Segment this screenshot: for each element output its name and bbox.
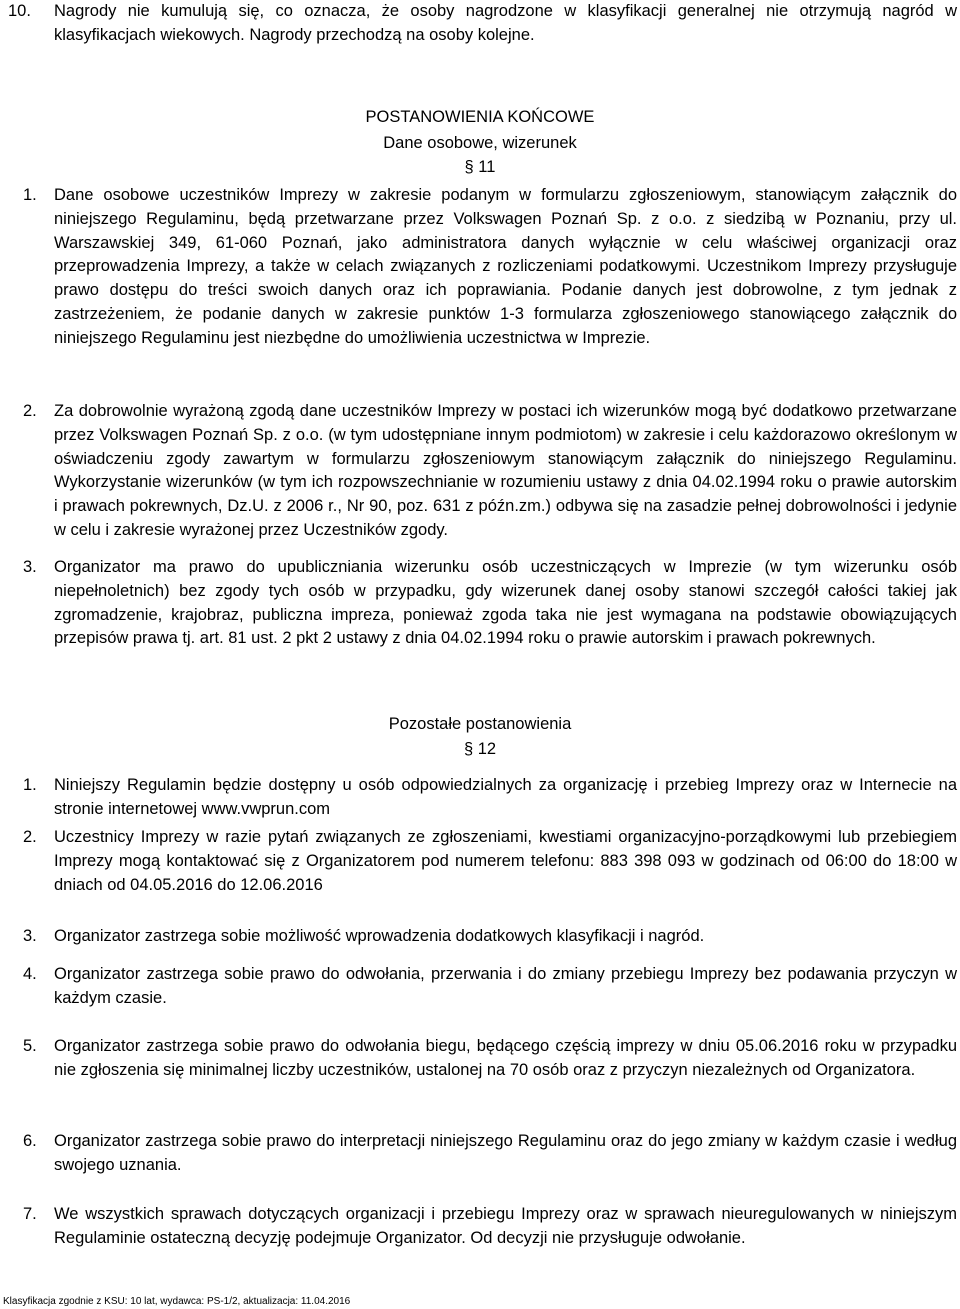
list-item: [8, 0, 957, 48]
page-footer: Klasyfikacja zgodnie z KSU: 10 lat, wydawca: PS-1/2, aktualizacja: 11.04.2016: [3, 1296, 351, 1307]
list-item: [23, 826, 957, 897]
item-number: 3.: [23, 558, 37, 576]
list-item: [23, 1203, 957, 1251]
paragraph-number: § 12: [463, 740, 497, 758]
item-text: Za dobrowolnie wyrażoną zgodą dane uczestników Imprezy w postaci ich wizerunków mogą być dodatkowo przetwarzane przez Volkswagen Poznań Sp. z o.o. (w tym udostępniane innym podmiotom) w zakresie i celu każdorazowo określonym w oświadczeniu zgody zawartym w formularzu zgłoszeniowym stanowiącym załącznik do niniejszego Regulaminu. Wykorzystanie wizerunków (w tym ich rozpowszechnianie w rozumieniu ustawy z dnia 04.02.1994 roku o prawie autorskim i prawach pokrewnych, Dz.U. z 2006 r., Nr 90, poz. 631 z późn.zm.) odbywa się na zasadzie pełnej dobrowolności i jedynie w celu i zakresie wyrażonej przez Uczestników zgody.: [54, 402, 957, 539]
item-text: Organizator zastrzega sobie prawo do odwołania biegu, będącego częścią imprezy w dniu 05.06.2016 roku w przypadku nie zgłoszenia się minimalnej liczby uczestników, ustalonej na 70 osób oraz z przyczyn niezależnych od Organizatora.: [54, 1037, 957, 1079]
section-title: POSTANOWIENIA KOŃCOWE: [365, 108, 595, 126]
item-text: Nagrody nie kumulują się, co oznacza, że osoby nagrodzone w klasyfikacji generalnej nie otrzymują nagród w klasyfikacjach wiekowych. Nagrody przechodzą na osoby kolejne.: [54, 2, 957, 44]
item-text: We wszystkich sprawach dotyczących organizacji i przebiegu Imprezy oraz w sprawach nieuregulowanych w niniejszym Regulaminie ostateczną decyzję podejmuje Organizator. Od decyzji nie przysługuje odwołanie.: [54, 1205, 957, 1247]
list-item: [23, 556, 957, 651]
section-title: Pozostałe postanowienia: [388, 715, 572, 733]
item-number: 1.: [23, 776, 37, 794]
item-number: 6.: [23, 1132, 37, 1150]
item-text: Uczestnicy Imprezy w razie pytań związanych ze zgłoszeniami, kwestiami organizacyjno-porządkowymi lub przebiegiem Imprezy mogą kontaktować się z Organizatorem pod numerem telefonu: 883 398 093 w godzinach od 06:00 do 18:00 w dniach od 04.05.2016 do 12.06.2016: [54, 828, 957, 894]
list-item: [23, 184, 957, 351]
section-subtitle: Dane osobowe, wizerunek: [383, 134, 577, 152]
list-item: [23, 1035, 957, 1083]
item-text: Organizator zastrzega sobie możliwość wprowadzenia dodatkowych klasyfikacji i nagród.: [54, 927, 705, 945]
item-number: 7.: [23, 1205, 37, 1223]
list-item: [23, 1130, 957, 1178]
list-item: [23, 963, 957, 1011]
item-number: 10.: [8, 2, 31, 20]
paragraph-number: § 11: [464, 158, 496, 176]
item-number: 5.: [23, 1037, 37, 1055]
item-number: 1.: [23, 186, 37, 204]
item-text: Niniejszy Regulamin będzie dostępny u osób odpowiedzialnych za organizację i przebieg Imprezy oraz w Internecie na stronie internetowej www.vwprun.com: [54, 776, 957, 818]
item-number: 4.: [23, 965, 37, 983]
item-number: 2.: [23, 402, 37, 420]
list-item: [23, 400, 957, 543]
item-text: Organizator ma prawo do upubliczniania wizerunku osób uczestniczących w Imprezie (w tym wizerunku osób niepełnoletnich) bez zgody tych osób w przypadku, gdy wizerunek danej osoby stanowi szczegół całości takiej jak zgromadzenie, krajobraz, publiczna impreza, ponieważ zgoda taka nie jest wymagana na podstawie obowiązujących przepisów prawa tj. art. 81 ust. 2 pkt 2 ustawy z dnia 04.02.1994 roku o prawie autorskim i prawach pokrewnych.: [54, 558, 957, 648]
item-text: Dane osobowe uczestników Imprezy w zakresie podanym w formularzu zgłoszeniowym, stanowiącym załącznik do niniejszego Regulaminu, będą przetwarzane przez Volkswagen Poznań Sp. z o.o. z siedzibą w Poznaniu, przy ul. Warszawskiej 349, 61-060 Poznań, jako administratora danych wyłącznie w celu właściwej organizacji oraz przeprowadzenia Imprezy, a także w celach związanych z rozliczeniami podatkowymi. Uczestnikom Imprezy przysługuje prawo dostępu do treści swoich danych oraz ich poprawiania. Podanie danych jest dobrowolne, z tym jednak z zastrzeżeniem, że podanie danych w zakresie punktów 1-3 formularza zgłoszeniowego stanowiącego załącznik do niniejszego Regulaminu jest niezbędne do umożliwienia uczestnictwa w Imprezie.: [54, 186, 957, 347]
list-item: [23, 774, 957, 822]
item-text: Organizator zastrzega sobie prawo do odwołania, przerwania i do zmiany przebiegu Imprezy bez podawania przyczyn w każdym czasie.: [54, 965, 957, 1007]
item-text: Organizator zastrzega sobie prawo do interpretacji niniejszego Regulaminu oraz do jego zmiany w każdym czasie i według swojego uznania.: [54, 1132, 957, 1174]
list-item: [23, 925, 957, 949]
item-number: 2.: [23, 828, 37, 846]
item-number: 3.: [23, 927, 37, 945]
